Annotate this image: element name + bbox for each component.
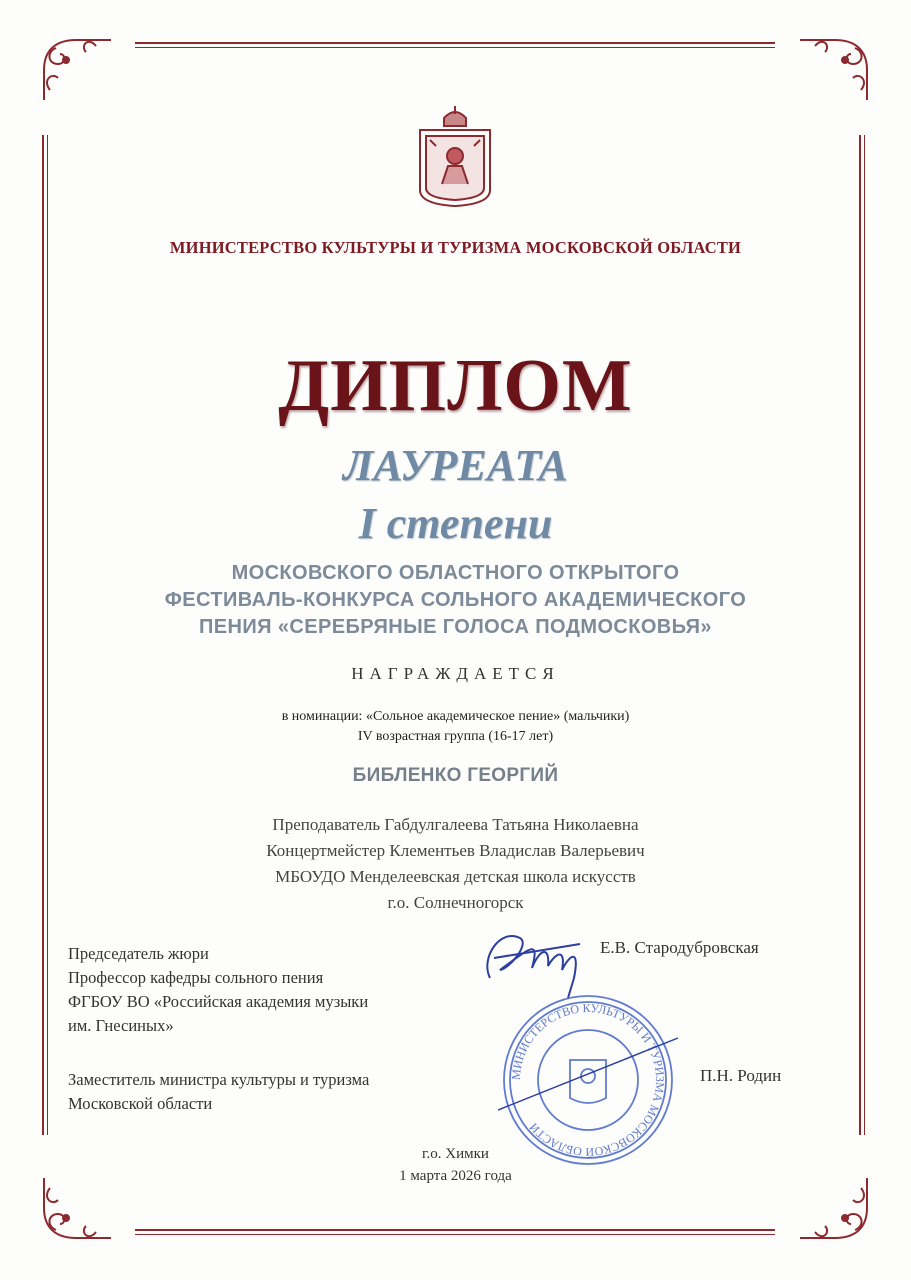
- age-group-line: IV возрастная группа (16-17 лет): [357, 729, 554, 744]
- festival-line: МОСКОВСКОГО ОБЛАСТНОГО ОТКРЫТОГО: [231, 562, 680, 584]
- teachers-block: [0, 812, 911, 916]
- jury-title-line: Председатель жюри: [68, 944, 209, 963]
- jury-chair-block: [68, 942, 368, 1038]
- diploma-title: ДИПЛОМ: [278, 345, 633, 427]
- moscow-region-coat-of-arms-icon: [414, 104, 496, 208]
- corner-ornament-top-right-icon: [795, 30, 875, 110]
- stamp-text: МИНИСТЕРСТВО КУЛЬТУРЫ И ТУРИЗМА МОСКОВСКОЙ ОБЛАСТИ: [508, 1000, 668, 1160]
- date-text: 1 марта 2026 года: [399, 1168, 512, 1184]
- festival-line: ФЕСТИВАЛЬ-КОНКУРСА СОЛЬНОГО АКАДЕМИЧЕСКОГО: [164, 589, 747, 611]
- festival-name: [0, 560, 911, 641]
- laureate-subtitle: ЛАУРЕАТА: [343, 441, 568, 490]
- jury-title-line: Профессор кафедры сольного пения: [68, 968, 324, 987]
- festival-line: ПЕНИЯ «СЕРЕБРЯНЫЕ ГОЛОСА ПОДМОСКОВЬЯ»: [199, 616, 712, 638]
- city-line: г.о. Солнечногорск: [387, 893, 524, 912]
- corner-ornament-top-left-icon: [36, 30, 116, 110]
- jury-title-line: им. Гнесиных»: [68, 1016, 174, 1035]
- ministry-heading: МИНИСТЕРСТВО КУЛЬТУРЫ И ТУРИЗМА МОСКОВСКОЙ ОБЛАСТИ: [169, 238, 742, 257]
- degree-subtitle: I степени: [358, 499, 553, 548]
- svg-text:МИНИСТЕРСТВО КУЛЬТУРЫ И ТУРИЗМ: [509, 1001, 667, 1159]
- place-date-block: [0, 1143, 911, 1187]
- deputy-minister-block: [68, 1068, 369, 1116]
- frame-top-line: [135, 42, 775, 44]
- school-line: МБОУДО Менделеевская детская школа искусств: [275, 867, 636, 886]
- deputy-title-line: Заместитель министра культуры и туризма: [68, 1070, 370, 1089]
- deputy-minister-name: П.Н. Родин: [700, 1066, 782, 1085]
- awarded-label: НАГРАЖДАЕТСЯ: [351, 664, 560, 683]
- deputy-title-line: Московской области: [68, 1094, 213, 1113]
- winner-name: БИБЛЕНКО ГЕОРГИЙ: [352, 765, 559, 786]
- place-text: г.о. Химки: [422, 1146, 489, 1162]
- teacher-line: Преподаватель Габдулгалеева Татьяна Николаевна: [272, 815, 639, 834]
- jury-title-line: ФГБОУ ВО «Российская академия музыки: [68, 992, 369, 1011]
- jury-chair-name: Е.В. Стародубровская: [600, 938, 759, 957]
- nomination-line: в номинации: «Сольное академическое пение» (мальчики): [281, 709, 630, 724]
- accompanist-line: Концертмейстер Клементьев Владислав Валерьевич: [266, 841, 645, 860]
- frame-bottom-line: [135, 1229, 775, 1231]
- nomination-block: [0, 707, 911, 747]
